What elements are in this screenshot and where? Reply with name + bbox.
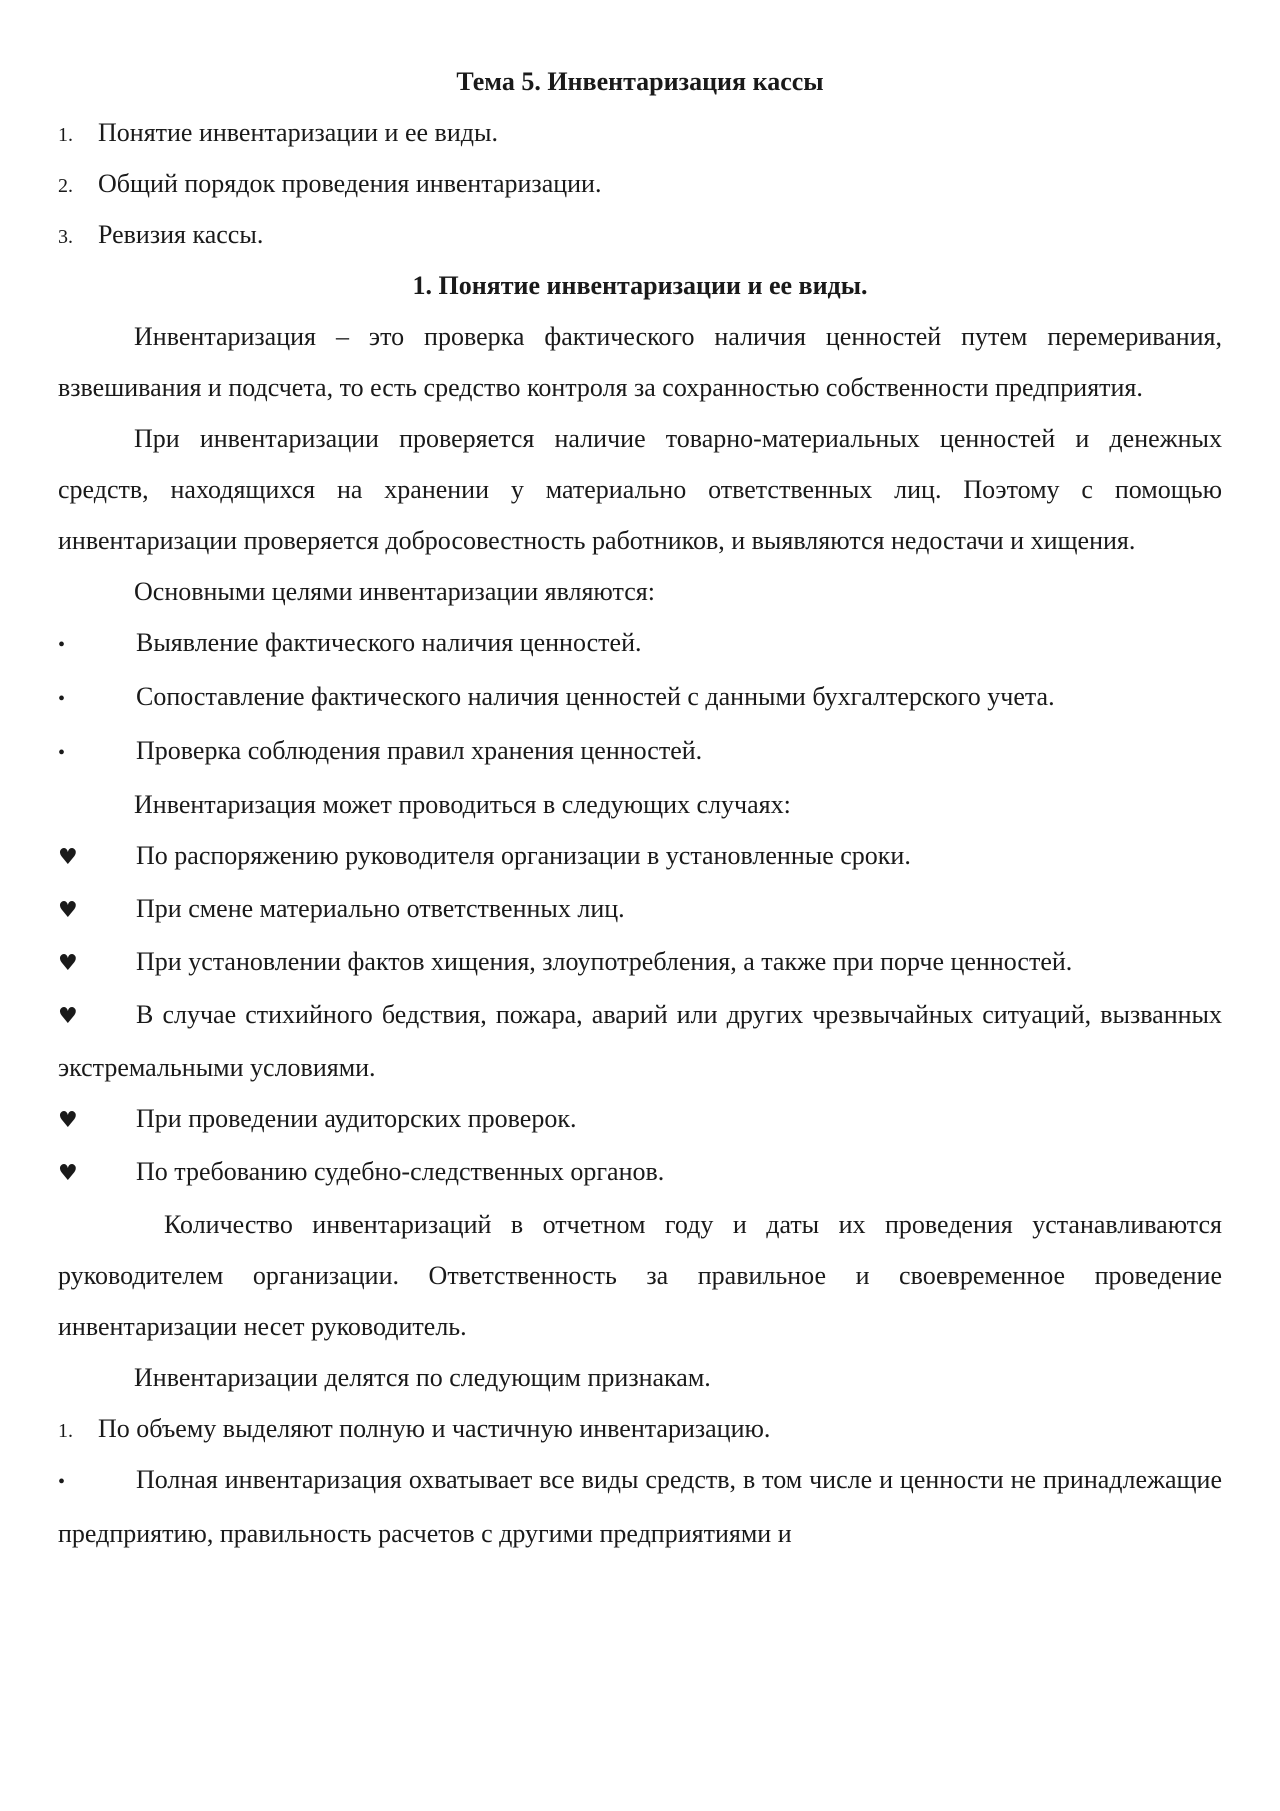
goal-item [58, 617, 1222, 671]
document-page [58, 56, 1222, 1559]
classification-text: По объему выделяют полную и частичную инвентаризацию. [98, 1414, 771, 1443]
case-item [58, 936, 1222, 989]
heart-bullet-icon: ♥ [58, 951, 78, 976]
classification-number: 1. [58, 1420, 73, 1442]
toc-item-text: Понятие инвентаризации и ее виды. [98, 118, 498, 147]
paragraph-definition: Инвентаризация – это проверка фактического наличия ценностей путем перемеривания, взвешивания и подсчета, то есть средство контроля за сохранностью собственности предприятия. [58, 322, 1222, 402]
goal-item-text: Выявление фактического наличия ценностей. [136, 628, 642, 657]
heart-bullet-icon: ♥ [58, 1108, 78, 1133]
case-item-text: При установлении фактов хищения, злоупотребления, а также при порче ценностей. [136, 947, 1073, 976]
paragraph-count: Количество инвентаризаций в отчетном году и даты их проведения устанавливаются руководителем организации. Ответственность за правильное и своевременное проведение инвентаризации несет руководитель. [58, 1210, 1222, 1341]
heart-bullet-icon: ♥ [58, 1004, 78, 1029]
goal-item [58, 725, 1222, 779]
document-title: Тема 5. Инвентаризация кассы [456, 67, 824, 96]
toc-item [58, 107, 1222, 158]
heart-bullet-icon: ♥ [58, 1161, 78, 1186]
bullet-icon: • [58, 688, 66, 710]
goal-item [58, 671, 1222, 725]
case-item-text: В случае стихийного бедствия, пожара, аварий или других чрезвычайных ситуаций, вызванных экстремальными условиями. [58, 1000, 1222, 1082]
case-item-text: При смене материально ответственных лиц. [136, 894, 625, 923]
toc-item-number: 3. [58, 226, 73, 248]
case-item [58, 830, 1222, 883]
case-item [58, 989, 1222, 1093]
bullet-icon: • [58, 742, 66, 764]
toc-item [58, 158, 1222, 209]
bullet-icon: • [58, 634, 66, 656]
case-item [58, 1146, 1222, 1199]
heart-bullet-icon: ♥ [58, 845, 78, 870]
toc-item [58, 209, 1222, 260]
classification-item [58, 1403, 1222, 1454]
toc-item-text: Ревизия кассы. [98, 220, 264, 249]
case-item-text: При проведении аудиторских проверок. [136, 1104, 577, 1133]
paragraph-goals-intro: Основными целями инвентаризации являются: [134, 577, 655, 606]
case-item-text: По распоряжению руководителя организации в установленные сроки. [136, 841, 911, 870]
paragraph-purpose: При инвентаризации проверяется наличие товарно-материальных ценностей и денежных средств, находящихся на хранении у материально ответственных лиц. Поэтому с помощью инвентаризации проверяется добросовестность работников, и выявляются недостачи и хищения. [58, 424, 1222, 555]
toc-item-number: 2. [58, 175, 73, 197]
full-inventory-item [58, 1454, 1222, 1559]
paragraph-cases-intro: Инвентаризация может проводиться в следующих случаях: [134, 790, 791, 819]
toc-item-text: Общий порядок проведения инвентаризации. [98, 169, 602, 198]
heart-bullet-icon: ♥ [58, 898, 78, 923]
goal-item-text: Сопоставление фактического наличия ценностей с данными бухгалтерского учета. [136, 682, 1055, 711]
full-inventory-text: Полная инвентаризация охватывает все виды средств, в том числе и ценности не принадлежащие предприятию, правильность расчетов с другими предприятиями и [58, 1465, 1222, 1548]
goal-item-text: Проверка соблюдения правил хранения ценностей. [136, 736, 703, 765]
toc-item-number: 1. [58, 124, 73, 146]
case-item [58, 883, 1222, 936]
section-title: 1. Понятие инвентаризации и ее виды. [412, 271, 868, 300]
bullet-icon: • [58, 1471, 66, 1493]
case-item-text: По требованию судебно-следственных органов. [136, 1157, 665, 1186]
paragraph-classification-intro: Инвентаризации делятся по следующим признакам. [134, 1363, 711, 1392]
case-item [58, 1093, 1222, 1146]
